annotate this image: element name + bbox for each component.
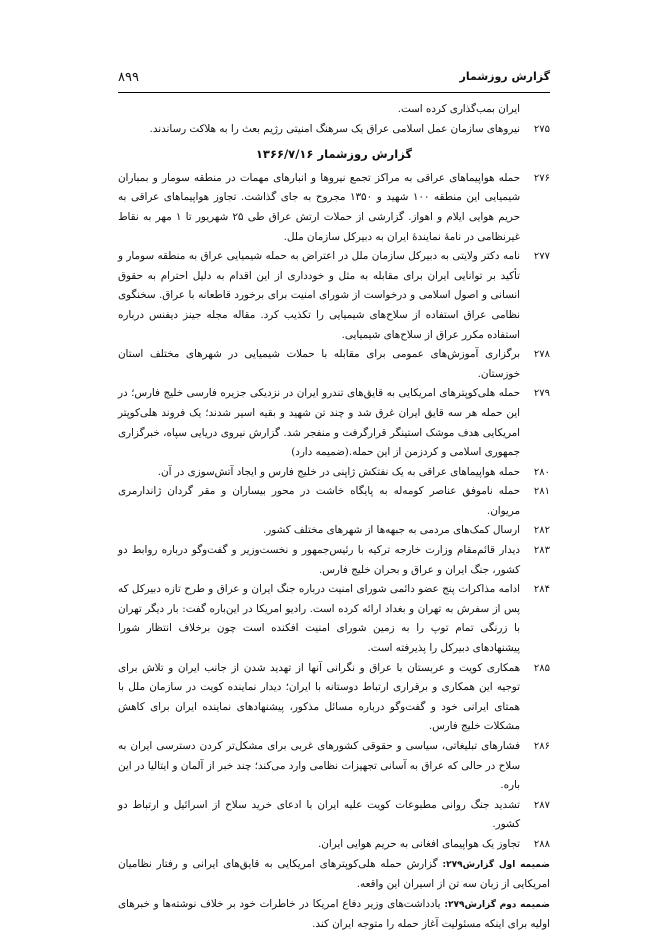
entry-276 [118,169,550,247]
entry-text: تجاوز یک هواپیمای افغانی به حریم هوایی ایران. [318,837,520,850]
entry-text: حمله هواپیماهای عراقی به یک نفتکش ژاپنی در خلیج فارس و ایجاد آتش‌سوزی در آن. [157,465,520,478]
continuation-text: ایران بمب‌گذاری کرده است. [397,103,520,115]
entry-number: ۲۸۲ [533,525,550,537]
entry-text: ارسال کمک‌های مردمی به جبهه‌ها از شهرهای مختلف کشور. [262,524,520,537]
header-divider [118,92,550,93]
entry-text: همکاری کویت و عربستان با عراق و نگرانی آنها از تهدید شدن از جانب ایران و تلاش برای توجیه این همکاری و برقراری ارتباط دوستانه با ایران؛ دیدار نماینده کویت در سازمان ملل با همتای ایرانی خود و گفت‌وگو درباره مسائل مذکور، پیشنهادهای نماینده ایران برای کاهش مشکلات خلیج فارس. [118,661,520,733]
running-title: گزارش روزشمار [459,70,550,83]
entry-275 [118,120,550,140]
entry-287 [118,796,550,835]
appendix-text: گزارش حمله هلی‌کوپترهای امریکایی به قایق‌های ایرانی و رفتار نظامیان امریکایی از زبان سه تن از اسیران این واقعه. [118,857,550,891]
entry-text: فشارهای تبلیغاتی، سیاسی و حقوقی کشورهای غربی برای مشکل‌تر کردن دسترسی ایران به سلاح در حالی که عراق به آسانی تجهیزات نظامی وارد می‌کند؛ چند خبر از آلمان و ایتالیا در این باره. [118,740,520,792]
entry-279 [118,384,550,462]
entry-number: ۲۸۴ [533,584,550,596]
entry-number: ۲۸۸ [533,838,550,850]
entry-number: ۲۷۷ [533,251,550,263]
entry-number: ۲۸۰ [533,466,550,478]
entry-288 [118,835,550,855]
page-content [118,100,550,935]
entry-text: برگزاری آموزش‌های عمومی برای مقابله با حملات شیمیایی در شهرهای مختلف استان خوزستان. [118,348,520,380]
entry-284 [118,580,550,658]
entry-283 [118,541,550,580]
appendix-2 [118,895,550,935]
entry-text: دیدار قائم‌مقام وزارت خارجه ترکیه با رئیس‌جمهور و نخست‌وزیر و گفت‌وگو درباره روابط دو کشور، جنگ ایران و عراق و بحران خلیج فارس. [118,544,520,576]
entry-number: ۲۸۵ [533,662,550,674]
page-header [118,70,550,88]
entry-281 [118,482,550,521]
entry-text: حمله هلی‌کوپترهای امریکایی به قایق‌های تندرو ایران در نزدیکی جزیره فارسی خلیج فارس؛ در این حمله هر سه قایق ایران غرق شد و چند تن شهید و بقیه اسیر شدند؛ یک فروند هلی‌کوپتر امریکایی هدف موشک استینگر قرارگرفت و منفجر شد. گزارش نیروی دریایی سپاه، خبرگزاری جمهوری اسلامی و کردزمن از این حمله.(ضمیمه دارد) [118,387,520,459]
entry-number: ۲۷۶ [533,172,550,184]
entry-280 [118,463,550,483]
entry-text: نامه دکتر ولایتی به دبیرکل سازمان ملل در اعتراض به حمله شیمیایی عراق به منطقه سومار و تأکید بر توانایی ایران برای مقابله به مثل و خودداری از این اقدام به دلیل احترام به حقوق انسانی و اصول اسلامی و درخواست از شورای امنیت برای برخورد قاطعانه با عراق. سخنگوی نظامی عراق استفاده از سلاح‌های شیمیایی را تکذیب کرد. مقاله مجله جینز دیفنس درباره استفاده مکرر عراق از سلاح‌های شیمیایی. [118,250,520,341]
entry-282 [118,521,550,541]
entry-number: ۲۷۹ [533,388,550,400]
entry-number: ۲۸۳ [533,545,550,557]
entry-285 [118,659,550,737]
entry-text: ادامه مذاکرات پنج عضو دائمی شورای امنیت درباره جنگ ایران و عراق و طرح تازه دبیرکل که پس از سفرش به تهران و بغداد ارائه کرده است. رادیو امریکا در این‌باره گفت: بار دیگر تهران با زرنگی تمام توپ را به زمین شورای امنیت افکنده است چون برخلاف انتظار شورا پیشنهادهای دبیرکل را پذیرفته است. [118,583,520,655]
entry-number: ۲۸۷ [533,799,550,811]
section-title: گزارش روزشمار ۱۳۶۶/۷/۱۶ [255,147,413,162]
entry-number: ۲۷۸ [533,349,550,361]
entry-number: ۲۸۶ [533,741,550,752]
page-number: ۸۹۹ [118,70,139,85]
appendix-label: ضمیمه اول گزارش۲۷۹: [442,859,550,870]
entry-number: ۲۸۱ [533,486,550,498]
entry-text: تشدید جنگ روانی مطبوعات کویت علیه ایران با ادعای خرید سلاح از اسرائیل و ارتباط دو کشور. [118,798,520,831]
entry-number: ۲۷۵ [533,123,550,135]
entry-286 [118,737,550,796]
entry-278 [118,345,550,384]
entry-text: حمله ناموفق عناصر کومه‌له به پایگاه خاشت در محور بیساران و مقر گردان ژاندارمری مریوان. [118,485,520,517]
entry-text: نیروهای سازمان عمل اسلامی عراق یک سرهنگ امنیتی رژیم بعث را به هلاکت رساندند. [149,122,520,135]
entry-277 [118,247,550,345]
appendix-label: ضمیمه دوم گزارش۲۷۹: [444,899,550,910]
entry-text: حمله هواپیماهای عراقی به مراکز تجمع نیروها و انبارهای مهمات در منطقه سومار و بمباران شیمیایی این منطقه ۱۰۰ شهید و ۱۳۵۰ مجروح به جای گذاشت. تجاوز هواپیماهای عراقی به حریم هوایی ایلام و اهواز. گزارشی از حملات ارتش عراق طی ۲۵ شهریور تا ۱ مهر به نقاط غیرنظامی در نامهٔ نمایندهٔ ایران به دبیرکل سازمان ملل. [118,171,520,243]
appendix-text: یادداشت‌های وزیر دفاع امریکا در خاطرات خود بر خلاف نوشته‌ها و خبرهای اولیه برای اینکه مسئولیت آغاز حمله را متوجه ایران کند. [118,897,550,931]
appendix-1 [118,855,550,895]
